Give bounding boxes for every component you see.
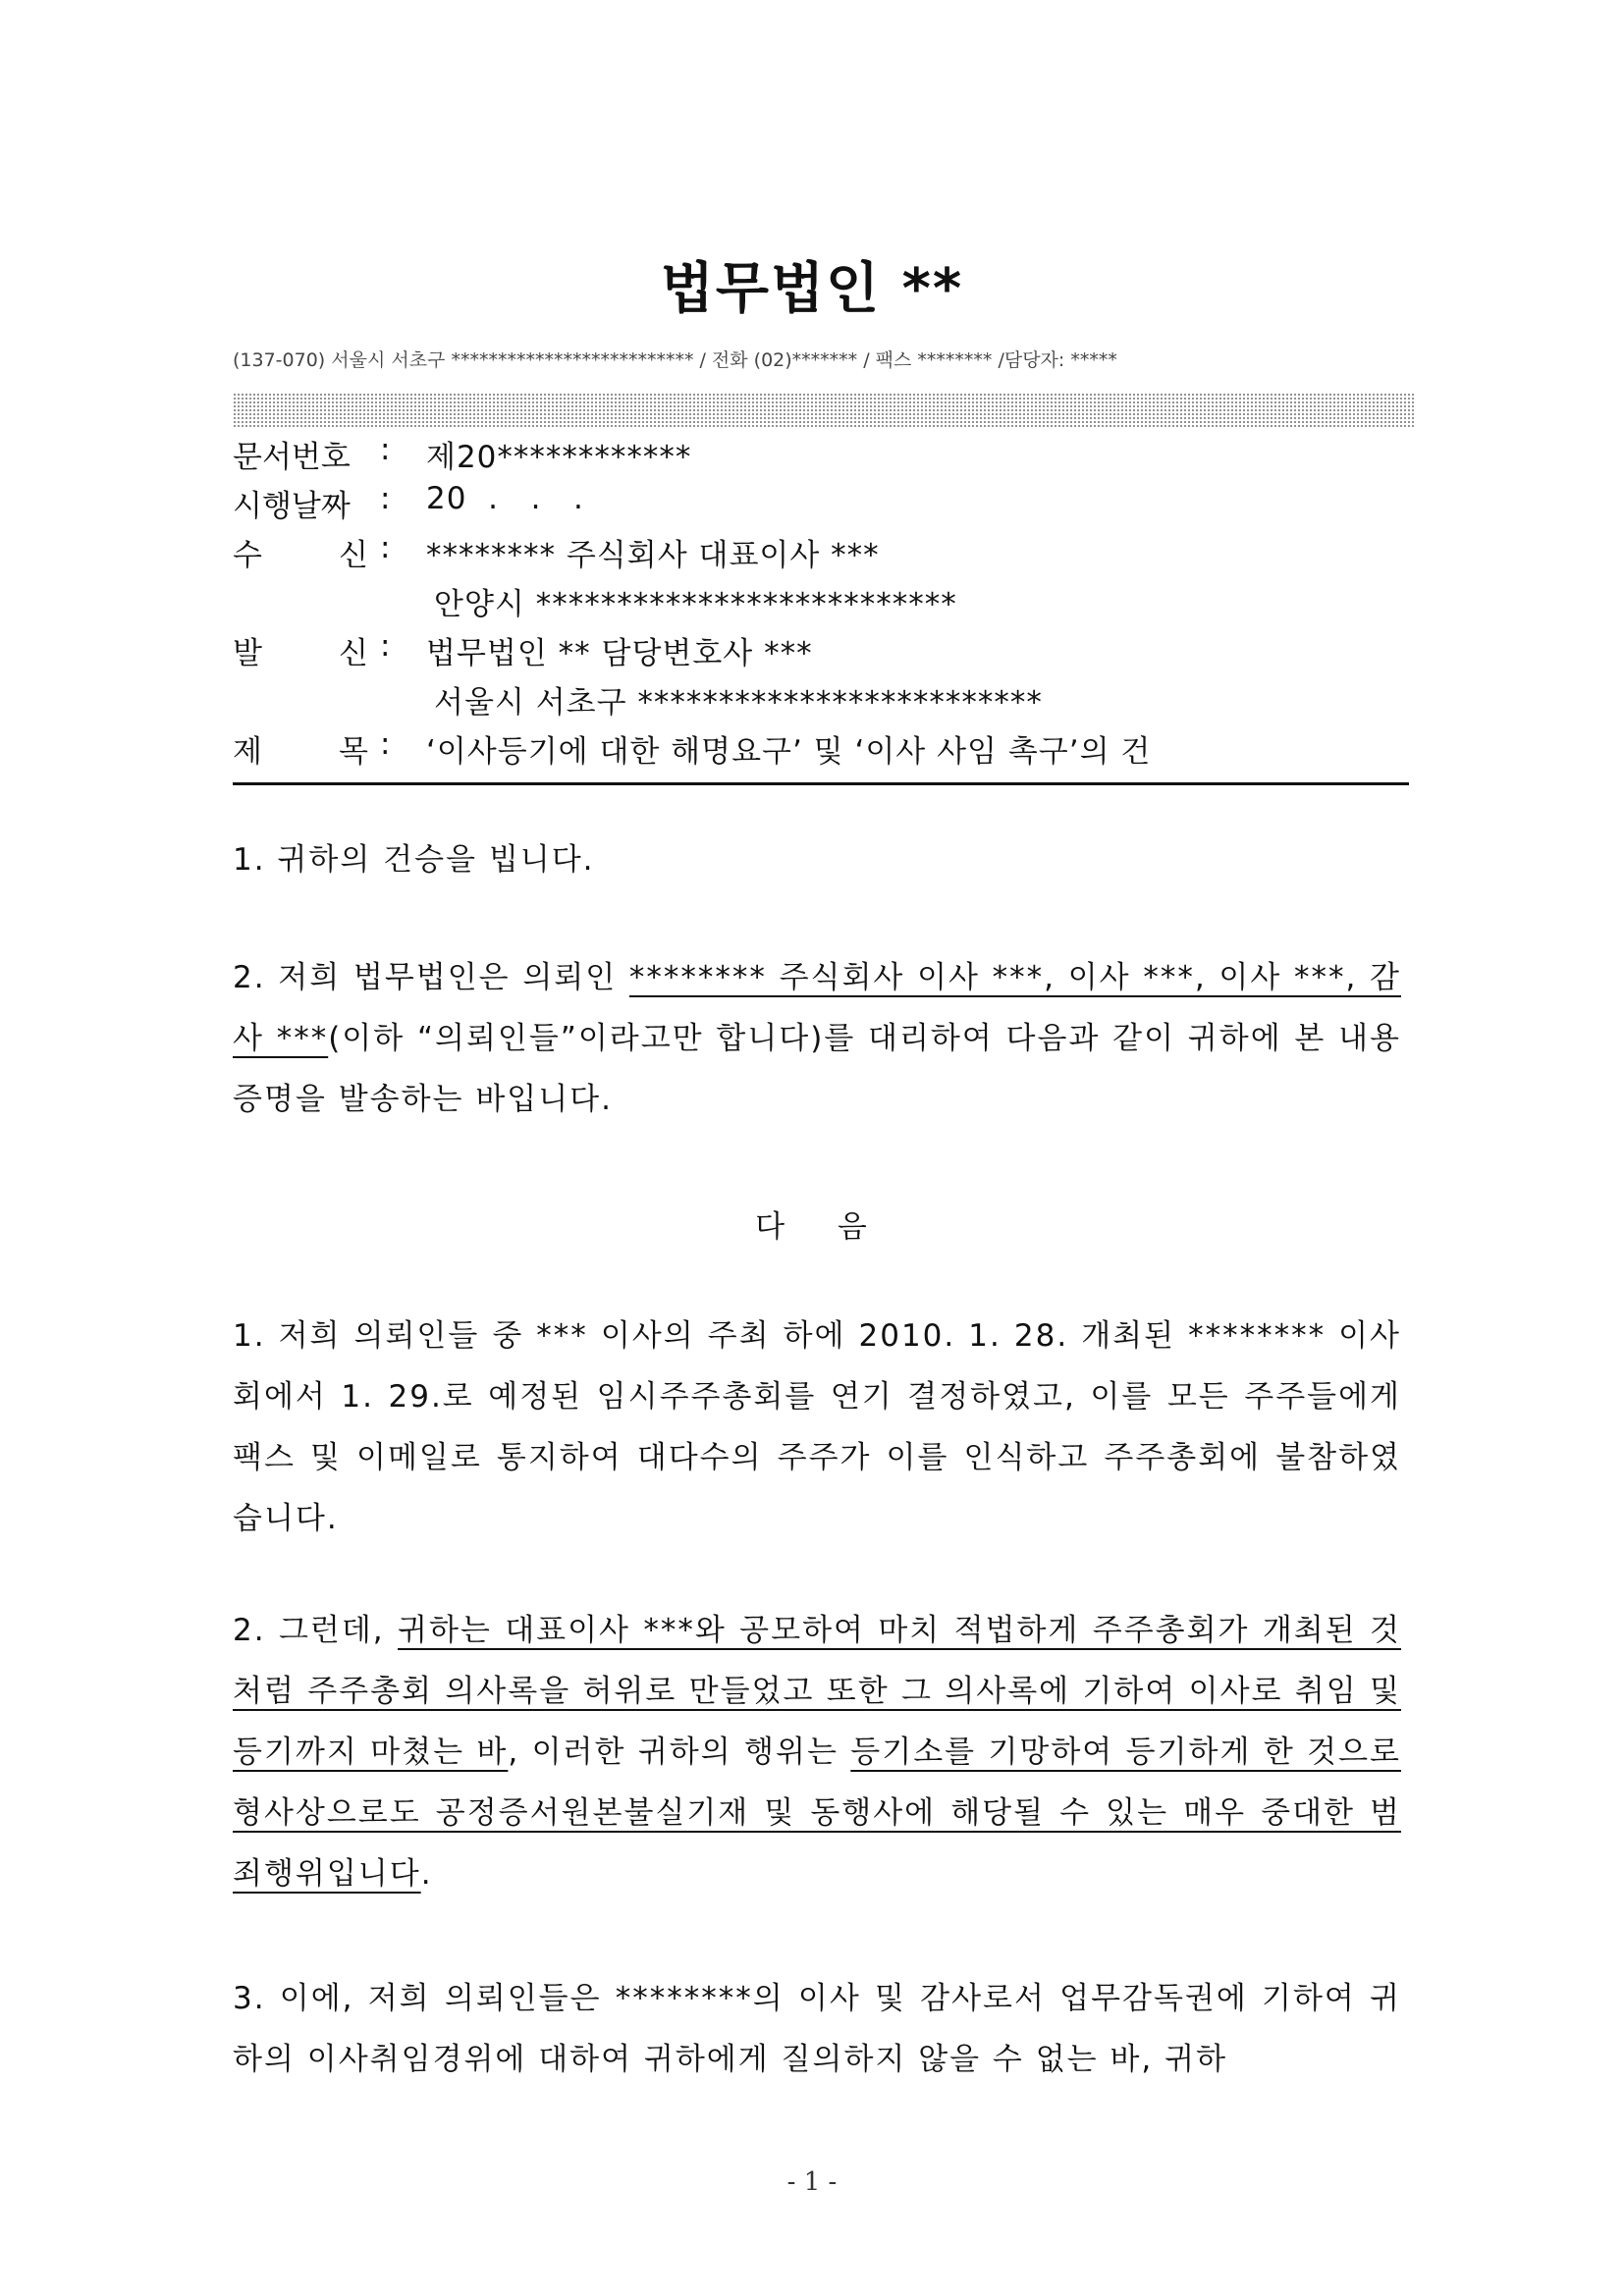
date-label: 시행날짜 (233, 489, 351, 524)
sender-label-char-2: 신 (339, 636, 368, 671)
body-p2-underline-2: 등기소를 기망하여 등기하게 한 것으로 형사상으로도 공정증서원본불실기재 및 동행사에 해당될 수 있는 매우 중대한 범죄행위입니다 (233, 1735, 1401, 1892)
intro-paragraph-1: 1. 귀하의 건승을 빕니다. (233, 842, 595, 878)
intro-p2-tail: (이하 “의뢰인들”이라고만 합니다)를 대리하여 다음과 같이 귀하에 본 내용증명을 발송하는 바입니다. (233, 1021, 1401, 1117)
subject-label-char-2: 목 (339, 734, 368, 770)
body-p2-lead: 2. 그런데, (233, 1613, 399, 1648)
sender-value: 법무법인 ** 담당변호사 *** (426, 636, 813, 671)
recipient-label-char-2: 신 (339, 538, 368, 573)
colon: : (380, 726, 391, 762)
intro-p2-clients: ******** 주식회사 이사 ***, 이사 ***, 이사 ***, 감사 *** (233, 960, 1401, 1056)
recipient-address: 안양시 ************************** (434, 587, 957, 622)
body-paragraph-1: 1. 저희 의뢰인들 중 *** 이사의 주최 하에 2010. 1. 28. 개최된 ******** 이사회에서 1. 29.로 예정된 임시주주총회를 연기 결정하였고, 이를 모든 주주들에게 팩스 및 이메일로 통지하여 대다수의 주주가 이를 인식하고 주주총회에 불참하였습니다. (233, 1318, 1401, 1536)
sender-address: 서울시 서초구 ************************* (434, 685, 1043, 721)
intro-paragraph-2 (233, 947, 1401, 1130)
colon: : (380, 432, 391, 467)
doc-number-label: 문서번호 (233, 440, 351, 475)
body-p2-end: . (420, 1856, 433, 1892)
subject-value: ‘이사등기에 대한 해명요구’ 및 ‘이사 사임 촉구’의 건 (426, 734, 1152, 770)
recipient-value: ******** 주식회사 대표이사 *** (426, 538, 880, 573)
date-value: 20 . . . (426, 481, 584, 516)
colon: : (380, 481, 391, 516)
body-p2-middle: , 이러한 귀하의 행위는 (508, 1735, 851, 1770)
subject-label-char-1: 제 (233, 734, 262, 770)
sender-label (233, 628, 390, 672)
recipient-label-char-1: 수 (233, 538, 262, 573)
colon: : (380, 628, 391, 664)
sender-label-char-1: 발 (233, 636, 262, 671)
header-rule (233, 782, 1409, 785)
colon: : (380, 530, 391, 565)
subject-label (233, 726, 390, 771)
body-paragraph-2 (233, 1600, 1401, 1904)
body-p2-underline-1: 귀하는 대표이사 ***와 공모하여 마치 적법하게 주주총회가 개최된 것처럼 주주총회 의사록을 허위로 만들었고 또한 그 의사록에 기하여 이사로 취임 및 등기까지 마쳤는 바 (233, 1613, 1401, 1770)
firm-address-line: (137-070) 서울시 서초구 ************************** / 전화 (02)******* / 팩스 ******** /담당자: ***** (233, 349, 1117, 371)
dotted-divider (233, 393, 1416, 428)
section-heading: 다 음 (755, 1209, 869, 1245)
page-number: - 1 - (786, 2167, 838, 2197)
body-paragraph-3: 3. 이에, 저희 의뢰인들은 ********의 이사 및 감사로서 업무감독권에 기하여 귀하의 이사취임경위에 대하여 귀하에게 질의하지 않을 수 없는 바, 귀하 (233, 1981, 1401, 2077)
doc-number-value: 제20************ (426, 440, 692, 475)
firm-title: 법무법인 ** (660, 257, 964, 321)
intro-p2-lead: 2. 저희 법무법인은 의뢰인 (233, 960, 629, 995)
recipient-label (233, 530, 390, 574)
